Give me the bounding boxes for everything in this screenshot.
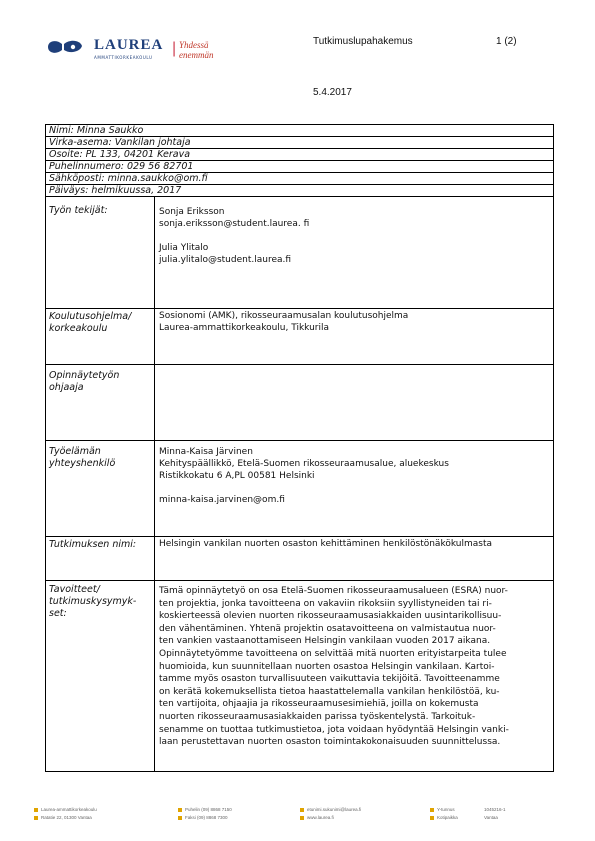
contact-phone: Puhelinnumero: 029 56 82701 <box>46 161 553 173</box>
row-contact-person <box>46 441 553 537</box>
laurea-logo-icon <box>46 38 88 56</box>
authors-label: Työn tekijät: <box>49 205 108 216</box>
footer-address: Laurea-ammattikorkeakoulu Ratatie 22, 01300 Vantaa <box>34 806 97 822</box>
page-number: 1 (2) <box>496 36 517 47</box>
document-title: Tutkimuslupahakemus <box>313 36 413 47</box>
research-name-value: Helsingin vankilan nuorten osaston kehittäminen henkilöstönäkökulmasta <box>159 539 492 549</box>
logo-name: LAUREA <box>94 37 164 53</box>
footer-phone: Puhelin (09) 8868 7150 Faksi (09) 8868 7300 <box>178 806 232 822</box>
contact-email: Sähköposti: minna.saukko@om.fi <box>46 173 553 185</box>
authors-value: Sonja Eriksson sonja.eriksson@student.laurea. fi Julia Ylitalo julia.ylitalo@student.laurea.fi <box>159 207 310 265</box>
contact-address: Osoite: PL 133, 04201 Kerava <box>46 149 553 161</box>
program-value: Sosionomi (AMK), rikosseuraamusalan koulutusohjelma Laurea-ammattikorkeakoulu, Tikkurila <box>159 311 409 333</box>
row-program <box>46 309 553 365</box>
supervisor-label: Opinnäytetyön ohjaaja <box>49 370 120 393</box>
row-research-name <box>46 537 553 581</box>
row-goals <box>46 581 553 772</box>
logo-subtitle: AMMATTIKORKEAKOULU <box>94 55 153 60</box>
page-footer <box>0 806 595 826</box>
contact-date: Päiväys: helmikuussa, 2017 <box>46 185 553 197</box>
contact-position: Virka-asema: Vankilan johtaja <box>46 137 553 149</box>
footer-registry-labels: Y-tunnus Kotipaikka <box>430 806 458 822</box>
logo-separator: | <box>172 40 177 57</box>
contact-person-value: Minna-Kaisa Järvinen Kehityspäällikkö, Etelä-Suomen rikosseuraamusalue, aluekeskus Ristikkokatu 6 A,PL 00581 Helsinki minna-kaisa.jarvinen@om.fi <box>159 447 449 505</box>
research-name-label: Tutkimuksen nimi: <box>49 539 137 550</box>
logo-slogan: Yhdessä enemmän <box>179 40 214 60</box>
contact-person-label: Työelämän yhteyshenkilö <box>49 446 116 469</box>
laurea-logo <box>46 36 246 66</box>
footer-web: etunimi.sukunimi@laurea.fi www.laurea.fi <box>300 806 361 822</box>
footer-registry-values: 1045216-1 Vantaa <box>484 807 506 820</box>
row-supervisor <box>46 365 553 441</box>
goals-value: Tämä opinnäytetyö on osa Etelä-Suomen rikosseuraamusalueen (ESRA) nuor- ten projektia, jonka tavoitteena on vakaviin rikoksiin syyllistyneiden tai ri- koskierteessä olevien nuorten rikosseuraamusasiakkaiden uusintarikollisuu- den vähentäminen. Yhtenä projektin osatavoitteena on valmistautua nuor- ten vankien vastaanottamiseen Helsingin vankilaan vuoden 2017 aikana. Opinnäytetyömme tavoitteena on selvittää mitä nuorten erityistarpeita tulee huomioida, kun suunnitellaan nuorten osastoa Helsingin vankilaan. Kartoi- tamme myös osaston turvallisuuteen vaikuttavia tekijöitä. Tavoitteenamme on kerätä kokemuksellista tietoa haastattelemalla vankilan henkilöstöä, ku- ten vartijoita, ohjaajia ja rikosseuraamusesimiehiä, joilla on kokemusta nuorten rikosseuraamusasiakkaiden parissa työskentelystä. Tarkoituk- senamme on tuottaa tutkimustietoa, jota voidaan hyödyntää Helsingin vanki- laan perustettavan nuorten osaston toimintakokonaisuuden suunnittelussa. <box>159 586 509 748</box>
contact-name: Nimi: Minna Saukko <box>46 125 553 137</box>
row-authors <box>46 197 553 309</box>
program-label: Koulutusohjelma/ korkeakoulu <box>49 311 132 334</box>
application-form <box>45 124 554 772</box>
document-date: 5.4.2017 <box>313 87 352 98</box>
goals-label: Tavoitteet/ tutkimuskysymyk- set: <box>49 584 137 619</box>
